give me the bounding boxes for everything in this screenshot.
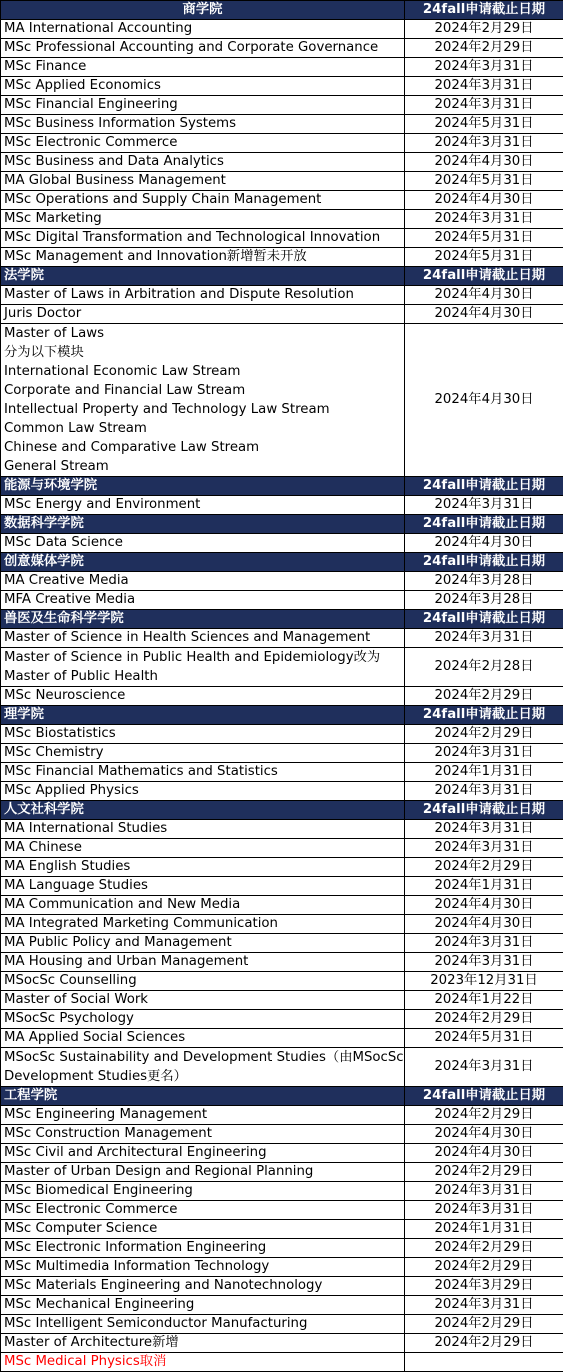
program-name-cell: MSc Intelligent Semiconductor Manufacturing (1, 1315, 405, 1334)
deadline-cell: 2024年2月29日 (405, 20, 563, 39)
deadline-cell: 2024年4月30日 (405, 153, 563, 172)
program-name-cell (1, 1048, 405, 1087)
program-name-cell: Master of Social Work (1, 991, 405, 1010)
program-name-cell: Juris Doctor (1, 305, 405, 324)
deadline-cell: 2024年3月31日 (405, 134, 563, 153)
program-name-cell: MSc Applied Economics (1, 77, 405, 96)
program-name-cell: MA International Studies (1, 820, 405, 839)
program-name-cell: MSc Financial Engineering (1, 96, 405, 115)
section-header-row (1, 801, 563, 820)
deadline-cell: 2024年1月31日 (405, 877, 563, 896)
deadline-cell: 2024年3月29日 (405, 1277, 563, 1296)
table-row (1, 591, 563, 610)
table-row (1, 1029, 563, 1048)
deadline-cell: 2024年1月31日 (405, 763, 563, 782)
section-header-row (1, 477, 563, 496)
deadline-cell: 2024年4月30日 (405, 1144, 563, 1163)
table-row (1, 115, 563, 134)
deadline-cell: 2024年3月31日 (405, 1296, 563, 1315)
deadline-cell: 2024年5月31日 (405, 1029, 563, 1048)
table-row (1, 972, 563, 991)
table-row (1, 534, 563, 553)
deadline-cell: 2024年3月31日 (405, 77, 563, 96)
program-name-cell: MA English Studies (1, 858, 405, 877)
program-name-cell: MA Communication and New Media (1, 896, 405, 915)
table-row (1, 1201, 563, 1220)
program-name-cell: MSc Mechanical Engineering (1, 1296, 405, 1315)
deadline-cell: 2024年4月30日 (405, 915, 563, 934)
program-name-cell: MSocSc Psychology (1, 1010, 405, 1029)
program-name-cell: MSc Medical Physics取消 (1, 1353, 405, 1372)
deadline-cell: 2024年2月29日 (405, 1106, 563, 1125)
deadline-cell: 2024年3月31日 (405, 496, 563, 515)
table-row (1, 286, 563, 305)
program-name-cell: MSc Neuroscience (1, 687, 405, 706)
program-name-line: Master of Public Health (4, 667, 404, 686)
deadline-cell: 2024年3月31日 (405, 1182, 563, 1201)
program-name-cell: MA Public Policy and Management (1, 934, 405, 953)
program-name-cell (1, 648, 405, 687)
section-title: 数据科学学院 (1, 515, 405, 534)
table-row (1, 96, 563, 115)
program-name-cell: MSc Electronic Information Engineering (1, 1239, 405, 1258)
deadline-cell: 2024年3月31日 (405, 58, 563, 77)
program-name-cell: MA Global Business Management (1, 172, 405, 191)
table-row (1, 305, 563, 324)
deadline-cell: 2024年2月29日 (405, 39, 563, 58)
program-name-cell: MSc Biostatistics (1, 725, 405, 744)
program-name-cell: MSc Digital Transformation and Technological Innovation (1, 229, 405, 248)
table-row (1, 496, 563, 515)
deadline-column-header: 24fall申请截止日期 (405, 1087, 563, 1106)
section-header-row (1, 1087, 563, 1106)
section-title: 创意媒体学院 (1, 553, 405, 572)
table-row (1, 77, 563, 96)
deadline-cell: 2024年5月31日 (405, 248, 563, 267)
table-row (1, 1144, 563, 1163)
table-row (1, 820, 563, 839)
section-header-row (1, 706, 563, 725)
deadline-cell: 2024年3月31日 (405, 210, 563, 229)
program-name-line: Chinese and Comparative Law Stream (4, 438, 404, 457)
program-name-cell (1, 324, 405, 477)
table-row (1, 839, 563, 858)
deadline-column-header: 24fall申请截止日期 (405, 553, 563, 572)
deadline-cell: 2024年2月29日 (405, 1010, 563, 1029)
program-name-cell: MSc Professional Accounting and Corporate Governance (1, 39, 405, 58)
program-name-cell: MFA Creative Media (1, 591, 405, 610)
table-row (1, 782, 563, 801)
deadline-cell: 2024年3月31日 (405, 953, 563, 972)
program-name-cell: MA Integrated Marketing Communication (1, 915, 405, 934)
table-row (1, 58, 563, 77)
deadline-cell: 2024年3月28日 (405, 591, 563, 610)
program-name-cell: MSc Electronic Commerce (1, 134, 405, 153)
program-name-cell: Master of Architecture新增 (1, 1334, 405, 1353)
program-name-line: Development Studies更名） (4, 1067, 404, 1086)
deadline-cell: 2024年2月29日 (405, 687, 563, 706)
section-title: 理学院 (1, 706, 405, 725)
program-name-cell: MA Applied Social Sciences (1, 1029, 405, 1048)
deadline-column-header: 24fall申请截止日期 (405, 267, 563, 286)
deadline-column-header: 24fall申请截止日期 (405, 515, 563, 534)
section-header-row (1, 515, 563, 534)
program-name-cell: Master of Urban Design and Regional Planning (1, 1163, 405, 1182)
deadline-cell: 2024年4月30日 (405, 324, 563, 477)
deadline-cell: 2024年4月30日 (405, 1125, 563, 1144)
table-row (1, 39, 563, 58)
deadline-cell: 2024年3月31日 (405, 839, 563, 858)
table-row (1, 877, 563, 896)
table-row (1, 248, 563, 267)
deadline-column-header: 24fall申请截止日期 (405, 706, 563, 725)
program-name-cell: MSc Construction Management (1, 1125, 405, 1144)
table-row (1, 858, 563, 877)
table-row (1, 1220, 563, 1239)
deadline-cell: 2024年2月29日 (405, 1239, 563, 1258)
table-row (1, 324, 563, 477)
deadline-column-header: 24fall申请截止日期 (405, 477, 563, 496)
deadline-cell: 2024年4月30日 (405, 534, 563, 553)
deadline-cell: 2023年12月31日 (405, 972, 563, 991)
program-name-cell: MSc Marketing (1, 210, 405, 229)
table-row (1, 744, 563, 763)
table-body (1, 1, 563, 1372)
deadline-column-header: 24fall申请截止日期 (405, 610, 563, 629)
table-row (1, 134, 563, 153)
program-name-cell: MSc Finance (1, 58, 405, 77)
table-row (1, 934, 563, 953)
section-title: 工程学院 (1, 1087, 405, 1106)
table-row (1, 1125, 563, 1144)
section-title: 人文社科学院 (1, 801, 405, 820)
program-name-cell: Master of Science in Health Sciences and Management (1, 629, 405, 648)
program-name-cell: MA Housing and Urban Management (1, 953, 405, 972)
deadline-cell: 2024年4月30日 (405, 286, 563, 305)
deadline-cell: 2024年1月31日 (405, 1220, 563, 1239)
program-name-cell: MA Creative Media (1, 572, 405, 591)
deadline-cell: 2024年2月29日 (405, 1258, 563, 1277)
table-row (1, 1277, 563, 1296)
deadline-cell: 2024年3月28日 (405, 572, 563, 591)
program-name-cell: MSc Operations and Supply Chain Management (1, 191, 405, 210)
section-header-row (1, 553, 563, 572)
table-row (1, 991, 563, 1010)
table-row (1, 572, 563, 591)
program-name-cell: MSocSc Counselling (1, 972, 405, 991)
deadline-cell: 2024年2月28日 (405, 648, 563, 687)
table-row (1, 20, 563, 39)
table-row (1, 191, 563, 210)
deadline-cell: 2024年3月31日 (405, 629, 563, 648)
program-name-cell: MSc Data Science (1, 534, 405, 553)
table-row (1, 953, 563, 972)
table-row (1, 896, 563, 915)
deadline-cell: 2024年4月30日 (405, 305, 563, 324)
program-name-cell: MSc Applied Physics (1, 782, 405, 801)
deadline-cell: 2024年2月29日 (405, 1334, 563, 1353)
table-row (1, 229, 563, 248)
deadline-cell: 2024年4月30日 (405, 191, 563, 210)
program-name-line: Corporate and Financial Law Stream (4, 381, 404, 400)
deadline-cell: 2024年4月30日 (405, 896, 563, 915)
table-row (1, 687, 563, 706)
table-row (1, 1182, 563, 1201)
table-row (1, 725, 563, 744)
table-row (1, 915, 563, 934)
program-name-cell: MSc Multimedia Information Technology (1, 1258, 405, 1277)
deadline-cell: 2024年5月31日 (405, 172, 563, 191)
deadline-cell: 2024年3月31日 (405, 1048, 563, 1087)
program-name-cell: MSc Business Information Systems (1, 115, 405, 134)
table-row (1, 1296, 563, 1315)
program-name-cell: Master of Laws in Arbitration and Dispute Resolution (1, 286, 405, 305)
deadline-cell: 2024年3月31日 (405, 744, 563, 763)
table-row (1, 629, 563, 648)
table-row (1, 1258, 563, 1277)
table-row (1, 1048, 563, 1087)
table-row (1, 1239, 563, 1258)
section-title: 商学院 (1, 1, 405, 20)
deadline-column-header: 24fall申请截止日期 (405, 1, 563, 20)
program-name-cell: MA Language Studies (1, 877, 405, 896)
program-name-cell: MSc Energy and Environment (1, 496, 405, 515)
deadline-cell: 2024年3月31日 (405, 934, 563, 953)
program-name-cell: MSc Civil and Architectural Engineering (1, 1144, 405, 1163)
section-header-row (1, 610, 563, 629)
section-title: 兽医及生命科学学院 (1, 610, 405, 629)
table-row (1, 172, 563, 191)
deadline-cell: 2024年2月29日 (405, 1315, 563, 1334)
table-row (1, 763, 563, 782)
deadline-cell: 2024年2月29日 (405, 1163, 563, 1182)
table-row (1, 210, 563, 229)
program-name-line: Common Law Stream (4, 419, 404, 438)
program-name-line: Master of Science in Public Health and Epidemiology改为 (4, 648, 404, 667)
program-name-line: General Stream (4, 457, 404, 476)
deadline-cell: 2024年2月29日 (405, 725, 563, 744)
deadline-cell: 2024年3月31日 (405, 820, 563, 839)
program-name-cell: MSc Materials Engineering and Nanotechnology (1, 1277, 405, 1296)
deadline-cell: 2024年3月31日 (405, 96, 563, 115)
table-row (1, 1010, 563, 1029)
table-row (1, 648, 563, 687)
table-row (1, 1315, 563, 1334)
section-header-row (1, 1, 563, 20)
program-name-cell: MSc Computer Science (1, 1220, 405, 1239)
table-row (1, 153, 563, 172)
deadline-column-header: 24fall申请截止日期 (405, 801, 563, 820)
program-name-line: 分为以下模块 (4, 343, 404, 362)
section-title: 能源与环境学院 (1, 477, 405, 496)
table-row (1, 1106, 563, 1125)
program-name-cell: MSc Business and Data Analytics (1, 153, 405, 172)
program-name-line: Master of Laws (4, 324, 404, 343)
deadline-cell: 2024年3月31日 (405, 1201, 563, 1220)
program-name-cell: MSc Chemistry (1, 744, 405, 763)
program-name-cell: MA Chinese (1, 839, 405, 858)
program-name-cell: MA International Accounting (1, 20, 405, 39)
program-name-cell: MSc Financial Mathematics and Statistics (1, 763, 405, 782)
program-name-line: International Economic Law Stream (4, 362, 404, 381)
deadline-cell: 2024年3月31日 (405, 782, 563, 801)
program-name-cell: MSc Engineering Management (1, 1106, 405, 1125)
deadline-cell: 2024年5月31日 (405, 229, 563, 248)
section-title: 法学院 (1, 267, 405, 286)
program-name-cell: MSc Management and Innovation新增暂未开放 (1, 248, 405, 267)
deadline-cell: 2024年1月22日 (405, 991, 563, 1010)
table-row (1, 1163, 563, 1182)
deadline-cell: 2024年5月31日 (405, 115, 563, 134)
program-name-cell: MSc Biomedical Engineering (1, 1182, 405, 1201)
program-name-line: Intellectual Property and Technology Law Stream (4, 400, 404, 419)
program-name-line: MSocSc Sustainability and Development Studies（由MSocSc (4, 1048, 404, 1067)
deadline-cell: 2024年2月29日 (405, 858, 563, 877)
section-header-row (1, 267, 563, 286)
program-name-cell: MSc Electronic Commerce (1, 1201, 405, 1220)
table-row (1, 1334, 563, 1353)
